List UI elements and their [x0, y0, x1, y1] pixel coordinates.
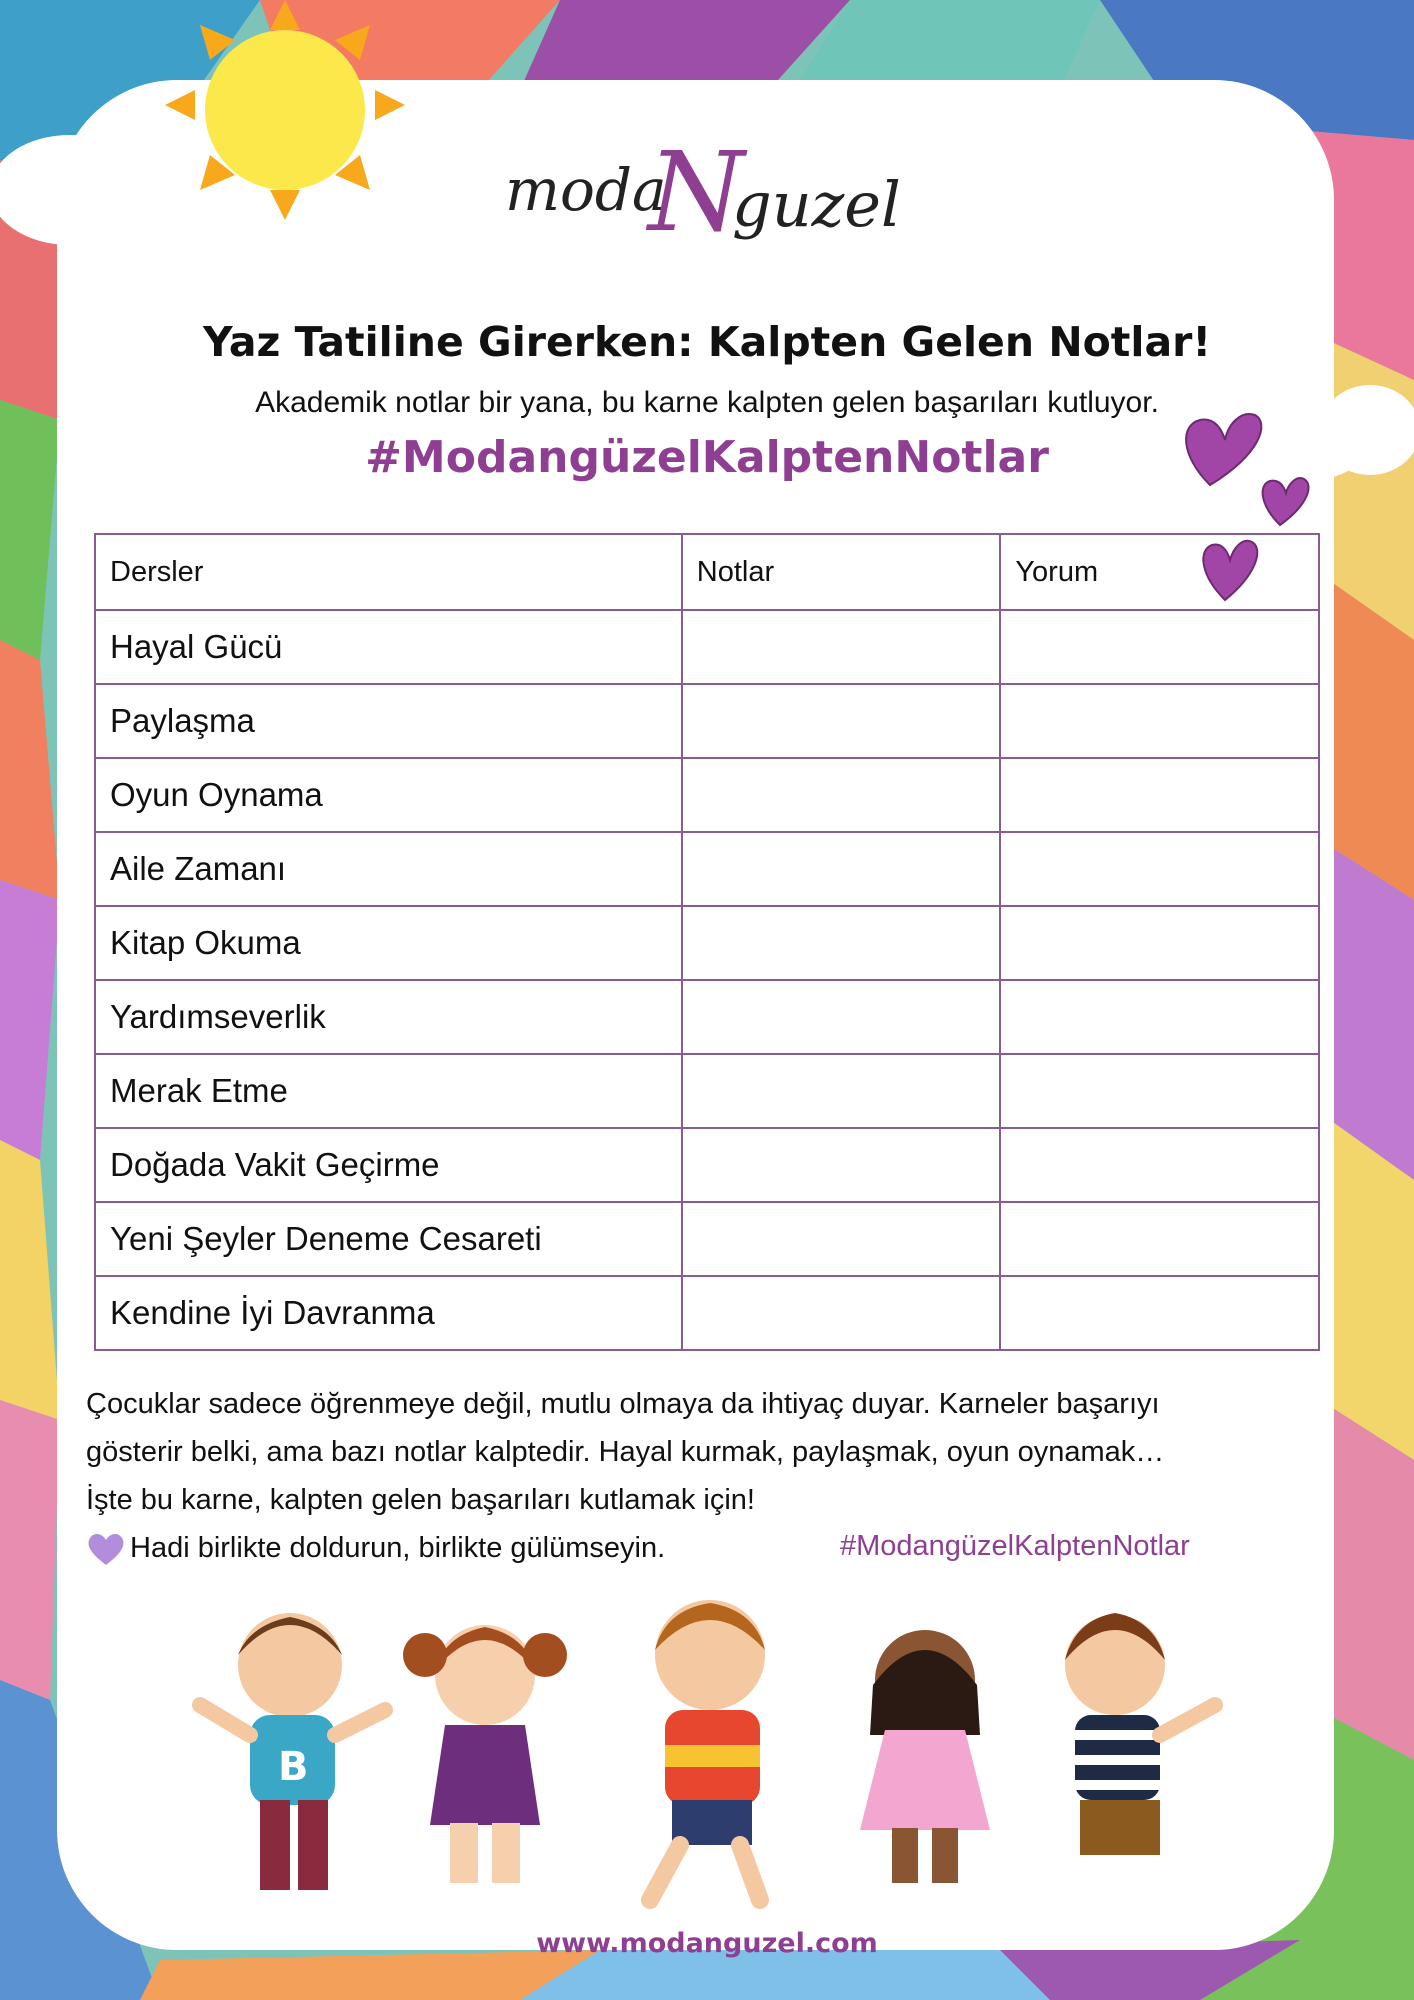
- paragraph-line: Çocuklar sadece öğrenmeye değil, mutlu olmaya da ihtiyaç duyar. Karneler başarıyı: [86, 1388, 1160, 1420]
- subject-cell: Yeni Şeyler Deneme Cesareti: [95, 1202, 682, 1276]
- comment-cell[interactable]: [1000, 1054, 1319, 1128]
- child-figure: [650, 1600, 765, 1900]
- grade-cell[interactable]: [682, 758, 1001, 832]
- child-figure: [1065, 1613, 1215, 1855]
- brand-logo: [500, 118, 920, 278]
- comment-cell[interactable]: [1000, 1276, 1319, 1350]
- child-figure: [860, 1630, 990, 1883]
- grade-cell[interactable]: [682, 1276, 1001, 1350]
- grade-cell[interactable]: [682, 980, 1001, 1054]
- subject-cell: Aile Zamanı: [95, 832, 682, 906]
- subject-cell: Yardımseverlik: [95, 980, 682, 1054]
- grade-cell[interactable]: [682, 1202, 1001, 1276]
- column-header-notlar: Notlar: [682, 534, 1001, 610]
- footer-hashtag: #ModangüzelKalptenNotlar: [840, 1530, 1190, 1562]
- child-figure: [403, 1625, 567, 1883]
- comment-cell[interactable]: [1000, 980, 1319, 1054]
- grade-cell[interactable]: [682, 1054, 1001, 1128]
- table-row: [95, 758, 1319, 832]
- hashtag-heading: #ModangüzelKalptenNotlar: [365, 432, 1049, 483]
- table-header-row: [95, 534, 1319, 610]
- comment-cell[interactable]: [1000, 1202, 1319, 1276]
- svg-text:moda: moda: [505, 156, 667, 224]
- column-header-dersler: Dersler: [95, 534, 682, 610]
- grade-cell[interactable]: [682, 832, 1001, 906]
- grade-cell[interactable]: [682, 906, 1001, 980]
- table-row: [95, 1054, 1319, 1128]
- comment-cell[interactable]: [1000, 906, 1319, 980]
- comment-cell[interactable]: [1000, 684, 1319, 758]
- table-row: [95, 684, 1319, 758]
- grade-cell[interactable]: [682, 610, 1001, 684]
- table-row: [95, 1276, 1319, 1350]
- comment-cell[interactable]: [1000, 1128, 1319, 1202]
- subject-cell: Merak Etme: [95, 1054, 682, 1128]
- subject-cell: Paylaşma: [95, 684, 682, 758]
- grade-cell[interactable]: [682, 684, 1001, 758]
- page-title: Yaz Tatiline Girerken: Kalpten Gelen Notlar!: [202, 318, 1212, 366]
- paragraph-line: İşte bu karne, kalpten gelen başarıları kutlamak için!: [86, 1484, 755, 1516]
- paragraph-line: gösterir belki, ama bazı notlar kalptedir. Hayal kurmak, paylaşmak, oyun oynamak…: [86, 1436, 1165, 1468]
- svg-text:N: N: [648, 128, 745, 256]
- subject-cell: Kendine İyi Davranma: [95, 1276, 682, 1350]
- child-figure: [200, 1613, 385, 1890]
- closing-text: Hadi birlikte doldurun, birlikte gülümseyin.: [130, 1532, 666, 1564]
- table-row: [95, 980, 1319, 1054]
- table-row: [95, 1128, 1319, 1202]
- table-row: [95, 832, 1319, 906]
- table-row: [95, 610, 1319, 684]
- sun-icon: [155, 0, 415, 230]
- table-row: [95, 906, 1319, 980]
- heart-bullet-icon: [86, 1531, 126, 1567]
- subject-cell: Hayal Gücü: [95, 610, 682, 684]
- subject-cell: Kitap Okuma: [95, 906, 682, 980]
- comment-cell[interactable]: [1000, 758, 1319, 832]
- svg-text:B: B: [278, 1744, 309, 1790]
- comment-cell[interactable]: [1000, 832, 1319, 906]
- comment-cell[interactable]: [1000, 610, 1319, 684]
- grades-table: [94, 533, 1320, 1351]
- svg-text:guzel: guzel: [732, 168, 901, 241]
- column-header-yorum: Yorum: [1000, 534, 1319, 610]
- table-row: [95, 1202, 1319, 1276]
- page-subtitle: Akademik notlar bir yana, bu karne kalpten gelen başarıları kutluyor.: [255, 386, 1159, 419]
- grade-cell[interactable]: [682, 1128, 1001, 1202]
- children-illustration: [180, 1595, 1230, 1925]
- subject-cell: Oyun Oynama: [95, 758, 682, 832]
- website-link[interactable]: www.modanguzel.com: [536, 1928, 878, 1959]
- subject-cell: Doğada Vakit Geçirme: [95, 1128, 682, 1202]
